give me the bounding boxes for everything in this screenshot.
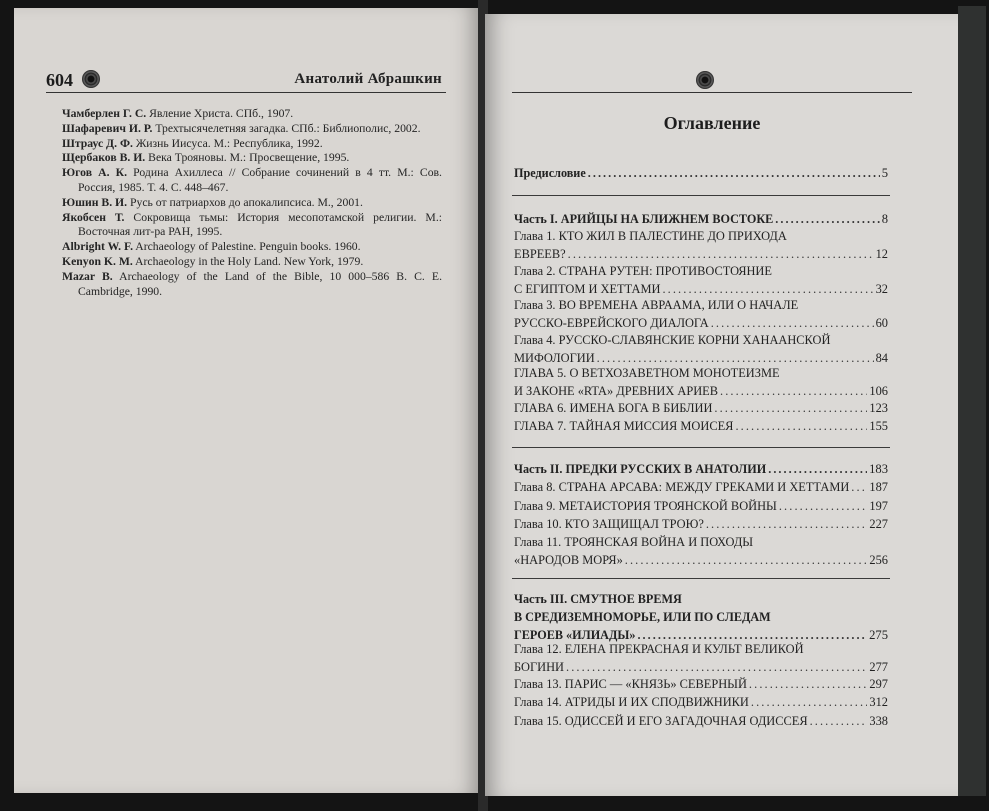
toc-entry-line: В СРЕДИЗЕМНОМОРЬЕ, ИЛИ ПО СЛЕДАМ: [514, 610, 771, 624]
toc-entry-title: ГЕРОЕВ «ИЛИАДЫ»: [514, 628, 636, 642]
toc-entry-chapter-8: [514, 478, 888, 496]
toc-entry-chapter-4: [514, 331, 888, 367]
toc-page-number: 312: [869, 695, 888, 709]
toc-page-number: 227: [869, 517, 888, 531]
toc-page-number: 275: [869, 628, 888, 642]
toc-entry-chapter-11: [514, 533, 888, 569]
toc-entry-last-line: [514, 497, 888, 515]
toc-entry-title: Предисловие: [514, 166, 586, 180]
toc-entry-last-line: [514, 515, 888, 533]
toc-entry-title: ГЛАВА 6. ИМЕНА БОГА В БИБЛИИ: [514, 401, 713, 415]
dot-leader: [714, 399, 867, 417]
toc-entry-title: МИФОЛОГИИ: [514, 351, 595, 365]
toc-entry-preface: [514, 164, 888, 182]
bibliography-entry: [62, 166, 442, 196]
toc-entry-part-2: [514, 460, 888, 478]
toc-entry-title: «НАРОДОВ МОРЯ»: [514, 553, 623, 567]
toc-entry-last-line: [514, 551, 888, 569]
toc-entry-line: Глава 12. ЕЛЕНА ПРЕКРАСНАЯ И КУЛЬТ ВЕЛИКОЙ: [514, 642, 804, 656]
dot-leader: [735, 417, 867, 435]
toc-entry-line: ГЛАВА 5. О ВЕТХОЗАВЕТНОМ МОНОТЕИЗМЕ: [514, 366, 780, 380]
entry-author: Шафаревич И. Р.: [62, 121, 153, 135]
toc-entry-title: С ЕГИПТОМ И ХЕТТАМИ: [514, 282, 661, 296]
entry-author: Якобсен Т.: [62, 210, 125, 224]
toc-entry-chapter-14: [514, 693, 888, 711]
toc-entry-title: ГЛАВА 7. ТАЙНАЯ МИССИЯ МОИСЕЯ: [514, 419, 734, 433]
toc-entry-last-line: [514, 210, 888, 228]
left-running-head: [46, 68, 446, 93]
dot-leader: [779, 497, 868, 515]
dot-leader: [751, 693, 868, 711]
cover-edge: [958, 6, 986, 796]
bibliography-entry: [62, 137, 442, 152]
ornament-icon: [82, 70, 100, 88]
toc-entry-last-line: [514, 675, 888, 693]
entry-author: Штраус Д. Ф.: [62, 136, 133, 150]
entry-text: Archaeology of the Land of the Bible, 10 000–586 B. C. E. Cambridge, 1990.: [78, 269, 442, 298]
toc-entry-last-line: [514, 417, 888, 435]
toc-entry-title: Глава 14. АТРИДЫ И ИХ СПОДВИЖНИКИ: [514, 695, 749, 709]
entry-author: Юшин В. И.: [62, 195, 128, 209]
dot-leader: [568, 245, 874, 263]
toc-page-number: 183: [869, 462, 888, 476]
toc-entry-title: Глава 10. КТО ЗАЩИЩАЛ ТРОЮ?: [514, 517, 704, 531]
toc-entry-chapter-3: [514, 296, 888, 332]
toc-page-number: 197: [869, 499, 888, 513]
toc-entry-line: Глава 11. ТРОЯНСКАЯ ВОЙНА И ПОХОДЫ: [514, 535, 754, 549]
toc-entry-line: Часть III. СМУТНОЕ ВРЕМЯ: [514, 592, 682, 606]
entry-author: Albright W. F.: [62, 240, 134, 254]
toc-page-number: 5: [881, 166, 888, 180]
toc-entry-part-3: [514, 590, 888, 644]
toc-divider: [512, 578, 890, 579]
entry-text: Сокровища тьмы: История месопотамской религии. М.: Восточная лит-ра РАН, 1995.: [78, 210, 442, 239]
toc-entry-title: РУССКО-ЕВРЕЙСКОГО ДИАЛОГА: [514, 316, 709, 330]
toc-entry-chapter-6: [514, 399, 888, 417]
bibliography-entry: [62, 255, 442, 270]
dot-leader: [851, 478, 867, 496]
bibliography-list: [62, 107, 442, 299]
bibliography-entry: [62, 240, 442, 255]
toc-entry-title: БОГИНИ: [514, 660, 564, 674]
toc-entry-last-line: [514, 245, 888, 263]
entry-text: Русь от патриархов до апокалипсиса. М., 2001.: [127, 195, 363, 209]
toc-entry-chapter-2: [514, 262, 888, 298]
entry-author: Чамберлен Г. С.: [62, 107, 147, 120]
toc-entry-last-line: [514, 460, 888, 478]
toc-page-number: 256: [869, 553, 888, 567]
toc-entry-chapter-5: [514, 364, 888, 400]
bibliography-entry: [62, 270, 442, 300]
toc-entry-part-1: [514, 210, 888, 228]
toc-page-number: 338: [869, 714, 888, 728]
toc-entry-last-line: [514, 658, 888, 676]
toc-entry-chapter-9: [514, 497, 888, 515]
entry-text: Трехтысячелетняя загадка. СПб.: Библиополис, 2002.: [152, 121, 421, 135]
toc-entry-last-line: [514, 693, 888, 711]
entry-author: Mazar B.: [62, 269, 113, 283]
toc-divider: [512, 447, 890, 448]
toc-entry-title: Глава 8. СТРАНА АРСАВА: МЕЖДУ ГРЕКАМИ И ХЕТТАМИ: [514, 480, 850, 494]
toc-entry-chapter-15: [514, 712, 888, 730]
toc-entry-chapter-12: [514, 640, 888, 676]
bibliography-entry: [62, 151, 442, 166]
toc-page-number: 60: [875, 316, 888, 330]
toc-entry-last-line: [514, 712, 888, 730]
entry-author: Югов А. К.: [62, 166, 128, 180]
toc-entry-last-line: [514, 478, 888, 496]
toc-entry-line: Глава 4. РУССКО-СЛАВЯНСКИЕ КОРНИ ХАНААНСКОЙ: [514, 333, 831, 347]
toc-entry-title: И ЗАКОНЕ «RTA» ДРЕВНИХ АРИЕВ: [514, 384, 718, 398]
toc-entry-last-line: [514, 399, 888, 417]
toc-entry-title: Часть I. АРИЙЦЫ НА БЛИЖНЕМ ВОСТОКЕ: [514, 212, 774, 226]
page-number: 604: [46, 70, 73, 90]
right-running-head: [512, 68, 912, 93]
dot-leader: [566, 658, 867, 676]
dot-leader: [749, 675, 867, 693]
entry-text: Века Трояновы. М.: Просвещение, 1995.: [145, 151, 350, 165]
toc-title: Оглавление: [663, 113, 761, 133]
entry-text: Archaeology in the Holy Land. New York, 1979.: [132, 254, 364, 268]
toc-page-number: 277: [869, 660, 888, 674]
dot-leader: [768, 460, 867, 478]
entry-text: Archaeology of Palestine. Penguin books. 1960.: [133, 240, 361, 254]
dot-leader: [720, 382, 867, 400]
toc-entry-chapter-10: [514, 515, 888, 533]
toc-page-number: 187: [869, 480, 888, 494]
toc-entry-line: Глава 1. КТО ЖИЛ В ПАЛЕСТИНЕ ДО ПРИХОДА: [514, 229, 787, 243]
toc-entry-line: Глава 2. СТРАНА РУТЕН: ПРОТИВОСТОЯНИЕ: [514, 264, 772, 278]
dot-leader: [775, 210, 879, 228]
bibliography-entry: [62, 122, 442, 137]
dot-leader: [711, 314, 874, 332]
toc-page-number: 12: [875, 247, 888, 261]
entry-author: Щербаков В. И.: [62, 151, 146, 165]
toc-entry-title: Глава 15. ОДИССЕЙ И ЕГО ЗАГАДОЧНАЯ ОДИССЕЯ: [514, 714, 808, 728]
toc-page-number: 32: [875, 282, 888, 296]
dot-leader: [625, 551, 868, 569]
toc-entry-title: ЕВРЕЕВ?: [514, 247, 566, 261]
entry-text: Родина Ахиллеса // Собрание сочинений в 4 тт. М.: Сов. Россия, 1985. Т. 4. С. 448–467.: [78, 166, 442, 194]
dot-leader: [706, 515, 868, 533]
ornament-icon: [696, 71, 714, 89]
entry-text: Явление Христа. СПб., 1907.: [146, 107, 294, 120]
bibliography-entry: [62, 211, 442, 241]
toc-page-number: 123: [869, 401, 888, 415]
toc-page-number: 155: [869, 419, 888, 433]
toc-entry-chapter-13: [514, 675, 888, 693]
toc-page-number: 8: [881, 212, 888, 226]
entry-text: Жизнь Иисуса. М.: Республика, 1992.: [132, 136, 323, 150]
toc-entry-title: Глава 13. ПАРИС — «КНЯЗЬ» СЕВЕРНЫЙ: [514, 677, 747, 691]
bibliography-entry: [62, 196, 442, 211]
toc-page-number: 106: [869, 384, 888, 398]
dot-leader: [588, 164, 880, 182]
toc-entry-last-line: [514, 382, 888, 400]
dot-leader: [810, 712, 868, 730]
bibliography-entry: [62, 107, 442, 122]
toc-divider: [512, 195, 890, 196]
toc-entry-title: Глава 9. МЕТАИСТОРИЯ ТРОЯНСКОЙ ВОЙНЫ: [514, 499, 777, 513]
toc-entry-line: Глава 3. ВО ВРЕМЕНА АВРААМА, ИЛИ О НАЧАЛЕ: [514, 298, 799, 312]
entry-author: Kenyon K. M.: [62, 254, 133, 268]
toc-entry-title: Часть II. ПРЕДКИ РУССКИХ В АНАТОЛИИ: [514, 462, 767, 476]
toc-entry-last-line: [514, 314, 888, 332]
toc-page-number: 297: [869, 677, 888, 691]
toc-entry-chapter-7: [514, 417, 888, 435]
running-head-author: Анатолий Абрашкин: [294, 71, 442, 87]
toc-page-number: 84: [875, 351, 888, 365]
toc-entry-chapter-1: [514, 227, 888, 263]
toc-entry-last-line: [514, 164, 888, 182]
